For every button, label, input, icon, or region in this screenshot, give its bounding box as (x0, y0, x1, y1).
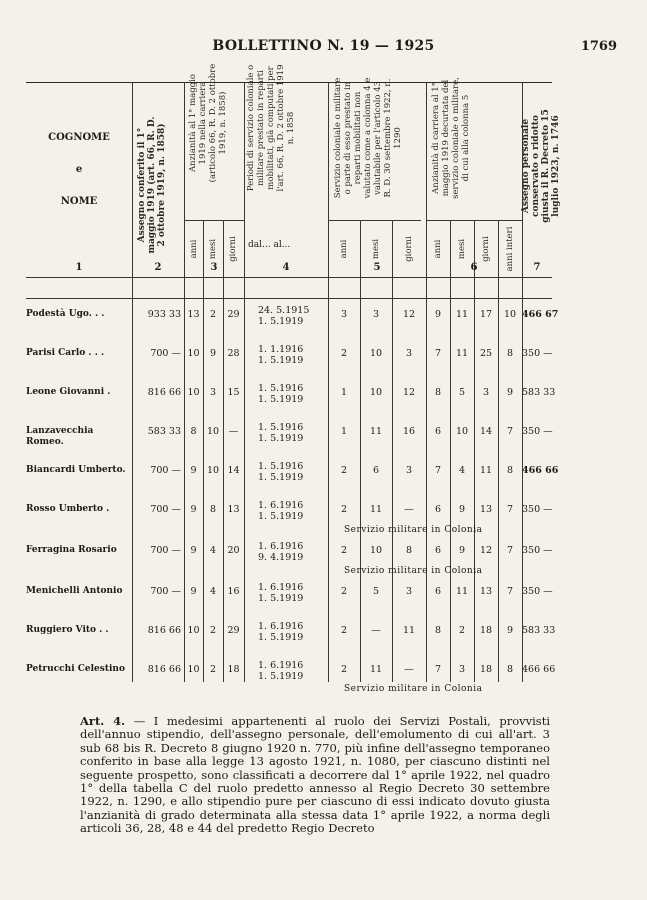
service-giorni: — (404, 504, 414, 515)
bulletin-title: BOLLETTINO N. 19 — 1925 (212, 38, 435, 54)
decurt-anni: 6 (434, 545, 442, 556)
service-giorni: 3 (405, 465, 413, 476)
decurt-mesi: 10 (455, 426, 469, 437)
period-start: 1. 6.1916 (258, 582, 304, 593)
table-row (26, 344, 553, 388)
service-mesi: 6 (372, 465, 380, 476)
anni-value: 9 (190, 465, 197, 476)
anni-value: 10 (187, 348, 200, 359)
service-mesi: 3 (372, 309, 380, 320)
decurt-anni: 7 (434, 348, 442, 359)
column-number: 1 (75, 262, 83, 273)
period-start: 1. 5.1916 (258, 422, 304, 433)
service-giorni: 11 (402, 625, 416, 636)
decurt-anni-interi: 10 (503, 309, 517, 320)
decurt-mesi: 9 (458, 545, 466, 556)
period-start: 1. 1.1916 (258, 344, 304, 355)
period-start: 1. 6.1916 (258, 660, 304, 671)
article-body: — I medesimi appartenenti al ruolo dei Servizi Postali, provvisti dell'annuo stipendio, dell'assegno personale, dell'emolumento di cui all'art. 3 sub 68 bis R. Decreto 8 giugno 1920 n. 770, più infine dell'assegno temporaneo conferito in base alla legge 13 agosto 1921, n. 1080, per ciascuno distinti nel seguente prospetto, sono classificati a decorrere dal 1° aprile 1922, nel quadro 1° della tabella C del ruolo predetto annesso al Regio Decreto 30 settembre 1922, n. 1290, e allo stipendio pure per ciascuno di essi indicato dovuto giusta l'anzianità di grado determinata alla stessa data 1° aprile 1922, a norma degli articoli 36, 28, 48 e 44 del predetto Regio Decreto (80, 714, 550, 836)
decurt-giorni: 12 (479, 545, 493, 556)
mesi-value: 4 (209, 545, 217, 556)
service-anni: 2 (340, 625, 348, 636)
assegno-personale: 350 — (522, 586, 553, 597)
service-mesi: 11 (369, 504, 383, 515)
decurt-giorni: 14 (479, 426, 493, 437)
mesi-value: 10 (206, 426, 220, 437)
col3-sub-rule (184, 220, 244, 221)
anni-value: 13 (187, 309, 200, 320)
assegno-value: 933 33 (147, 309, 181, 320)
table-row (26, 461, 559, 505)
header-cognome: COGNOME (48, 132, 110, 143)
mesi-value: 2 (209, 625, 217, 636)
decurt-anni: 6 (434, 586, 442, 597)
period-start: 1. 6.1916 (258, 500, 304, 511)
service-anni: 1 (340, 426, 348, 437)
decurt-anni: 9 (434, 309, 442, 320)
service-giorni: 12 (402, 309, 416, 320)
service-giorni: — (404, 664, 414, 675)
anni-value: 9 (190, 504, 197, 515)
decurt-anni: 8 (434, 387, 442, 398)
assegno-value: 816 66 (147, 387, 181, 398)
decurt-giorni: 13 (479, 504, 493, 515)
mesi-value: 2 (209, 309, 217, 320)
decurt-mesi: 5 (458, 387, 466, 398)
subheader-mesi: mesi (371, 238, 381, 260)
assegno-value: 700 — (150, 545, 181, 556)
period-start: 1. 6.1916 (258, 621, 304, 632)
decurt-anni: 7 (434, 664, 442, 675)
personnel-table (26, 63, 561, 700)
decurt-anni: 6 (434, 426, 442, 437)
service-giorni: 16 (402, 426, 416, 437)
service-mesi: — (371, 625, 381, 636)
giorni-value: 20 (227, 545, 240, 556)
decurt-anni-interi: 8 (506, 664, 514, 675)
period-start: 1. 5.1916 (258, 461, 304, 472)
assegno-personale: 350 — (522, 348, 553, 359)
table-row (26, 383, 556, 427)
decurt-giorni: 18 (479, 664, 493, 675)
period-end: 1. 5.1919 (258, 433, 304, 444)
decurt-giorni: 3 (482, 387, 490, 398)
period-end: 1. 5.1919 (258, 632, 304, 643)
giorni-value: 13 (227, 504, 240, 515)
column-number: 3 (210, 262, 218, 273)
employee-name: Rosso Umberto . (26, 504, 110, 514)
giorni-value: 29 (227, 309, 240, 320)
employee-name: Petrucchi Celestino (26, 664, 125, 674)
subheader-giorni: giorni (228, 236, 238, 262)
subheader-anni-interi: anni interi (505, 226, 515, 272)
employee-name: Podestà Ugo. . . (26, 309, 105, 319)
decurt-mesi: 11 (455, 309, 469, 320)
assegno-personale: 350 — (522, 545, 553, 556)
decurt-anni-interi: 8 (506, 348, 514, 359)
decurt-anni-interi: 7 (506, 504, 514, 515)
decurt-giorni: 25 (479, 348, 493, 359)
subheader-anni: anni (433, 239, 443, 259)
period-start: 1. 6.1916 (258, 541, 304, 552)
column-number: 7 (533, 262, 541, 273)
mesi-value: 9 (209, 348, 217, 359)
subheader-giorni: giorni (481, 236, 491, 262)
header-e: e (75, 164, 83, 175)
period-end: 9. 4.1919 (258, 552, 304, 563)
decurt-mesi: 4 (458, 465, 466, 476)
subheader-dal-al: dal... al... (248, 240, 291, 250)
anni-value: 10 (187, 387, 200, 398)
decurt-mesi: 11 (455, 348, 469, 359)
decurt-anni: 8 (434, 625, 442, 636)
service-anni: 2 (340, 664, 348, 675)
decurt-anni-interi: 9 (506, 625, 514, 636)
mesi-value: 3 (209, 387, 217, 398)
decurt-anni: 7 (434, 465, 442, 476)
decurt-mesi: 2 (458, 625, 466, 636)
assegno-value: 700 — (150, 504, 181, 515)
assegno-personale: 350 — (522, 426, 553, 437)
period-end: 1. 5.1919 (258, 355, 304, 366)
employee-name: Ruggiero Vito . . (26, 625, 109, 635)
table-row (26, 582, 553, 626)
subheader-giorni: giorni (404, 236, 414, 262)
period-end: 1. 5.1919 (258, 671, 304, 682)
decurt-mesi: 3 (458, 664, 466, 675)
employee-name: Menichelli Antonio (26, 586, 123, 596)
column-number: 5 (373, 262, 381, 273)
giorni-value: — (228, 426, 239, 437)
giorni-value: 29 (227, 625, 240, 636)
article-lead: Art. 4. (80, 714, 126, 728)
decurt-mesi: 9 (458, 504, 466, 515)
article-paragraph (80, 715, 550, 836)
employee-name: Parisi Carlo . . . (26, 348, 105, 358)
service-anni: 2 (340, 465, 348, 476)
service-anni: 2 (340, 504, 348, 515)
employee-name: Ferragina Rosario (26, 545, 117, 555)
giorni-value: 15 (227, 387, 240, 398)
assegno-personale: 466 67 (522, 309, 559, 320)
employee-name: Lanzavecchia Romeo. (26, 426, 94, 447)
table-row (26, 660, 556, 704)
period-end: 1. 5.1919 (258, 316, 304, 327)
assegno-personale: 583 33 (522, 387, 556, 398)
decurt-giorni: 13 (479, 586, 493, 597)
employee-name: Leone Giovanni . (26, 387, 111, 397)
assegno-personale: 350 — (522, 504, 553, 515)
header-col3: Anzianità al 1° maggio 1919 nella carriera (articolo 66, R. D. 2 ottobre 1919, n. 1858) (188, 63, 228, 183)
period-end: 1. 5.1919 (258, 511, 304, 522)
giorni-value: 18 (227, 664, 240, 675)
column-number: 4 (282, 262, 290, 273)
period-end: 1. 5.1919 (258, 394, 304, 405)
service-mesi: 5 (372, 586, 380, 597)
assegno-value: 700 — (150, 586, 181, 597)
decurt-giorni: 17 (479, 309, 493, 320)
decurt-mesi: 11 (455, 586, 469, 597)
assegno-value: 583 33 (147, 426, 181, 437)
table-row (26, 541, 553, 585)
decurt-anni-interi: 7 (506, 545, 514, 556)
colonia-note: Servizio militare in Colonia (344, 525, 483, 535)
table-row (26, 621, 556, 665)
colonia-note: Servizio militare in Colonia (344, 684, 483, 694)
service-anni: 3 (340, 309, 348, 320)
decurt-anni: 6 (434, 504, 442, 515)
column-number: 2 (154, 262, 162, 273)
decurt-anni-interi: 9 (506, 387, 514, 398)
header-nome: NOME (60, 196, 98, 207)
header-col4: Periodi di servizio coloniale o militare prestato in reparti mobilitati, già computati per l'art. 66, R. D. 2 ottobre 1919 n. 1858 (246, 64, 296, 192)
table-row (26, 305, 559, 349)
assegno-value: 816 66 (147, 664, 181, 675)
employee-name: Biancardi Umberto. (26, 465, 126, 475)
service-mesi: 11 (369, 426, 383, 437)
service-mesi: 11 (369, 664, 383, 675)
anni-value: 10 (187, 664, 200, 675)
header-col7: Assegno personale conservato o ridotto giusta il R. Decreto 15 luglio 1923, n. 1746 (521, 109, 561, 223)
subheader-mesi: mesi (208, 238, 218, 260)
service-mesi: 10 (369, 545, 383, 556)
service-anni: 2 (340, 545, 348, 556)
period-start: 1. 5.1916 (258, 383, 304, 394)
decurt-anni-interi: 7 (506, 426, 514, 437)
decurt-giorni: 18 (479, 625, 493, 636)
assegno-personale: 466 66 (522, 465, 559, 476)
service-giorni: 3 (405, 348, 413, 359)
service-anni: 1 (340, 387, 348, 398)
giorni-value: 16 (227, 586, 240, 597)
assegno-personale: 583 33 (522, 625, 556, 636)
mesi-value: 2 (209, 664, 217, 675)
assegno-value: 700 — (150, 348, 181, 359)
giorni-value: 28 (227, 348, 240, 359)
service-anni: 2 (340, 586, 348, 597)
period-end: 1. 5.1919 (258, 472, 304, 483)
assegno-value: 816 66 (147, 625, 181, 636)
table-row (26, 422, 553, 466)
anni-value: 9 (190, 586, 197, 597)
header-col6: Anzianità di carriera al 1° maggio 1919 decurtata del servizio coloniale o militare, di cui alla colonna 5 (431, 77, 471, 199)
decurt-giorni: 11 (479, 465, 493, 476)
service-mesi: 10 (369, 348, 383, 359)
header-col5: Servizio coloniale o militare o parte di esso prestato in reparti mobilitati non valutato come a colonna 4 e valutabile per l'articolo 43 R. D. 30 settembre 1922, n. 1290 (333, 77, 403, 199)
subheader-anni: anni (189, 239, 199, 259)
service-mesi: 10 (369, 387, 383, 398)
service-giorni: 12 (402, 387, 416, 398)
column-number: 6 (470, 262, 478, 273)
mesi-value: 10 (206, 465, 220, 476)
colonia-note: Servizio militare in Colonia (344, 566, 483, 576)
mesi-value: 8 (209, 504, 217, 515)
mesi-value: 4 (209, 586, 217, 597)
header-col2: Assegno conferito il 1° maggio 1919 (art. 66, R. D. 2 ottobre 1919, n. 1858) (137, 116, 167, 254)
running-header (0, 38, 647, 58)
assegno-personale: 466 66 (522, 664, 556, 675)
service-anni: 2 (340, 348, 348, 359)
table-row (26, 500, 553, 544)
assegno-value: 700 — (150, 465, 181, 476)
service-giorni: 3 (405, 586, 413, 597)
subheader-mesi: mesi (457, 238, 467, 260)
period-end: 1. 5.1919 (258, 593, 304, 604)
decurt-anni-interi: 7 (506, 586, 514, 597)
anni-value: 10 (187, 625, 200, 636)
service-giorni: 8 (405, 545, 413, 556)
page-number: 1769 (580, 39, 617, 54)
col5-sub-rule (328, 220, 421, 221)
subheader-anni: anni (339, 239, 349, 259)
giorni-value: 14 (227, 465, 240, 476)
decurt-anni-interi: 8 (506, 465, 514, 476)
anni-value: 9 (190, 545, 197, 556)
anni-value: 8 (190, 426, 197, 437)
period-start: 24. 5.1915 (258, 305, 310, 316)
